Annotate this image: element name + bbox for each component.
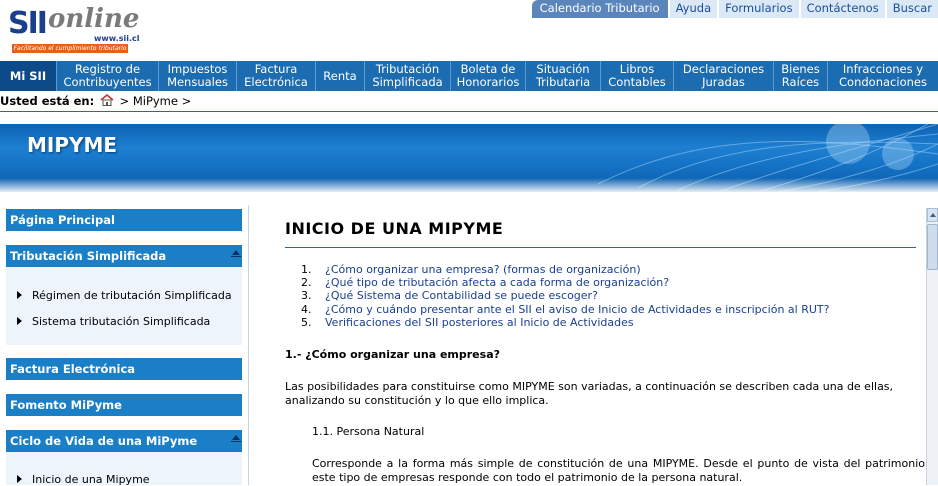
top-link-contactenos[interactable]: Contáctenos [801, 0, 885, 18]
left-sidebar [0, 205, 249, 485]
top-link-formularios[interactable]: Formularios [719, 0, 798, 18]
toc-item [285, 289, 925, 302]
breadcrumb-separator: > [119, 94, 130, 108]
collapse-up-icon[interactable] [232, 435, 240, 440]
section-heading: 1.- ¿Cómo organizar una empresa? [285, 348, 500, 361]
nav-bienes-raices[interactable]: Bienes Raíces [774, 61, 828, 91]
sidebar-panel-tributacion [6, 267, 242, 345]
nav-infracciones-condonaciones[interactable]: Infracciones y Condonaciones [839, 62, 927, 89]
breadcrumb-separator: > [181, 94, 192, 108]
sidebar-pagina-principal[interactable] [6, 209, 242, 231]
top-links [530, 0, 938, 18]
sidebar-label: Tributación Simplificada [10, 249, 167, 263]
toc-link[interactable]: Verificaciones del SII posteriores al Inicio de Actividades [325, 315, 634, 329]
nav-factura-electronica[interactable]: Factura Electrónica [237, 61, 316, 91]
site-header [0, 0, 938, 60]
page-title: INICIO DE UNA MIPYME [285, 219, 504, 238]
toc-item [285, 303, 925, 316]
section-paragraph: Las posibilidades para constituirse como MIPYME son variadas, a continuación se describen cada una de ellas, analizando su constitución y lo que ello implica. [285, 380, 894, 407]
banner-title: MIPYME [27, 133, 118, 157]
subsection-paragraph: Corresponde a la forma más simple de constitución de una MIPYME. Desde el punto de vista del patrimonio este tipo de empresas responde con todo el patrimonio de la persona natural. [312, 457, 925, 484]
sidebar-panel-ciclo [6, 452, 242, 485]
logo-tagline: Facilitando el cumplimiento tributario [13, 45, 127, 52]
top-link-calendario[interactable]: Calendario Tributario [532, 0, 668, 18]
toc-link[interactable]: ¿Cómo organizar una empresa? (formas de organización) [325, 263, 641, 276]
content-scrollbar[interactable] [926, 208, 938, 485]
bullet-arrow-icon [17, 317, 22, 325]
home-icon[interactable] [100, 94, 114, 110]
toc-item [285, 276, 925, 289]
sidebar-label: Ciclo de Vida de una MiPyme [10, 434, 198, 448]
top-link-ayuda[interactable]: Ayuda [670, 0, 718, 18]
section-banner [0, 124, 938, 192]
main-content [285, 205, 925, 485]
bullet-arrow-icon [17, 291, 22, 299]
nav-renta[interactable]: Renta [316, 61, 365, 91]
main-nav [0, 61, 938, 91]
subsection-heading: 1.1. Persona Natural [312, 425, 425, 438]
breadcrumb-prefix: Usted está en: [0, 94, 95, 108]
toc-link[interactable]: ¿Cómo y cuándo presentar ante el SII el aviso de Inicio de Actividades e inscripción al RUT? [325, 302, 830, 316]
scroll-up-icon[interactable] [927, 208, 938, 222]
sidebar-ciclo-vida[interactable] [6, 430, 242, 452]
banner-fade [0, 178, 938, 192]
logo-sii-text: SII [8, 6, 46, 41]
sidebar-item-inicio-mipyme[interactable] [32, 473, 232, 486]
table-of-contents [285, 263, 925, 329]
breadcrumb-mipyme[interactable]: MiPyme [132, 94, 178, 108]
nav-libros-contables[interactable]: Libros Contables [601, 61, 674, 91]
sidebar-label: Factura Electrónica [10, 362, 136, 376]
nav-tributacion-simplificada[interactable]: Tributación Simplificada [365, 61, 451, 91]
toc-link[interactable]: ¿Qué tipo de tributación afecta a cada forma de organización? [325, 276, 670, 290]
sidebar-item-label: Inicio de una Mipyme [32, 473, 150, 486]
sidebar-item-label: Régimen de tributación Simplificada [32, 289, 232, 302]
toc-link[interactable]: ¿Qué Sistema de Contabilidad se puede escoger? [325, 289, 598, 303]
toc-number: 1. [301, 263, 312, 276]
bullet-arrow-icon [17, 475, 22, 483]
collapse-up-icon[interactable] [232, 250, 240, 255]
scrollbar-thumb[interactable] [927, 224, 938, 270]
sidebar-item-sistema-tributacion[interactable] [32, 315, 232, 328]
toc-number: 3. [301, 289, 312, 303]
sidebar-tributacion-simplificada[interactable] [6, 245, 242, 267]
title-divider [285, 247, 916, 248]
sidebar-item-label: Sistema tributación Simplificada [32, 315, 211, 328]
toc-item [285, 263, 925, 276]
nav-mi-sii[interactable]: Mi SII [0, 61, 57, 91]
breadcrumb-divider [0, 111, 938, 112]
sidebar-factura-electronica[interactable] [6, 358, 242, 380]
logo-web-text: www.sii.cl [94, 34, 140, 43]
breadcrumb [0, 93, 191, 109]
logo-online-text: online [48, 4, 140, 34]
toc-item [285, 316, 925, 329]
sidebar-item-regimen-tributacion[interactable] [32, 289, 232, 302]
sidebar-label: Fomento MiPyme [10, 398, 122, 412]
nav-registro-contribuyentes[interactable]: Registro de Contribuyentes [57, 61, 159, 91]
toc-number: 5. [301, 315, 312, 329]
nav-boleta-honorarios[interactable]: Boleta de Honorarios [451, 61, 526, 91]
toc-number: 2. [301, 276, 312, 290]
toc-number: 4. [301, 302, 312, 316]
nav-declaraciones-juradas[interactable]: Declaraciones Juradas [674, 61, 774, 91]
sidebar-label: Página Principal [10, 213, 115, 227]
sidebar-fomento-mipyme[interactable] [6, 394, 242, 416]
top-link-buscar[interactable]: Buscar [887, 0, 938, 18]
nav-impuestos-mensuales[interactable]: Impuestos Mensuales [159, 61, 237, 91]
sii-online-logo[interactable] [8, 4, 138, 54]
nav-situacion-tributaria[interactable]: Situación Tributaria [526, 61, 601, 91]
